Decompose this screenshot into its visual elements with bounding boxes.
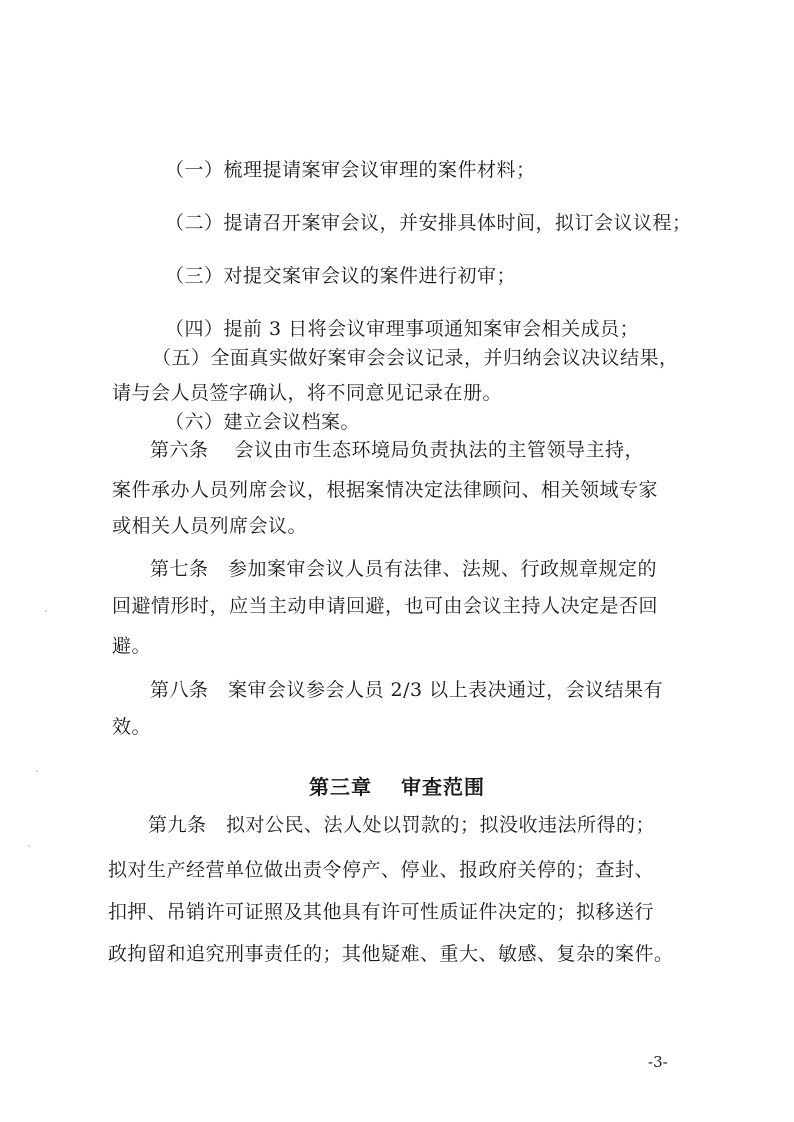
scan-speck xyxy=(45,610,47,612)
article-8-line-2: 效。 xyxy=(112,716,152,738)
article-7-line-1: 第七条 参加案审会议人员有法律、法规、行政规章规定的 xyxy=(150,558,658,580)
scan-speck xyxy=(36,770,38,772)
article-8-line-1: 第八条 案审会议参会人员 2/3 以上表决通过，会议结果有 xyxy=(150,679,664,701)
list-item-6: （六）建立会议档案。 xyxy=(165,411,361,433)
page-number: -3- xyxy=(648,1053,668,1071)
scan-speck xyxy=(28,845,30,847)
article-9-line-3: 扣押、吊销许可证照及其他具有许可性质证件决定的；拟移送行 xyxy=(108,901,655,923)
article-6-line-2: 案件承办人员列席会议，根据案情决定法律顾问、相关领域专家 xyxy=(112,479,659,501)
list-item-2: （二）提请召开案审会议，并安排具体时间，拟订会议议程； xyxy=(165,212,692,234)
list-item-3: （三）对提交案审会议的案件进行初审； xyxy=(165,265,517,287)
article-9-line-2: 拟对生产经营单位做出责令停产、停业、报政府关停的；查封、 xyxy=(108,859,655,881)
article-9-line-1: 第九条 拟对公民、法人处以罚款的；拟没收违法所得的； xyxy=(148,814,656,836)
article-7-line-2: 回避情形时，应当主动申请回避，也可由会议主持人决定是否回 xyxy=(112,595,659,617)
article-7-line-3: 避。 xyxy=(112,635,152,657)
article-6-line-1: 第六条 会议由市生态环境局负责执法的主管领导主持， xyxy=(150,439,645,461)
list-item-5: （五）全面真实做好案审会会议记录，并归纳会议决议结果， xyxy=(152,347,679,369)
article-9-line-4: 政拘留和追究刑事责任的；其他疑难、重大、敏感、复杂的案件。 xyxy=(108,943,674,965)
list-item-4: （四）提前 3 日将会议审理事项通知案审会相关成员； xyxy=(165,318,640,340)
list-item-1: （一）梳理提请案审会议审理的案件材料； xyxy=(165,159,536,181)
list-item-5-continued: 请与会人员签字确认，将不同意见记录在册。 xyxy=(112,382,503,404)
chapter-heading: 第三章 审查范围 xyxy=(309,775,485,799)
article-6-line-3: 或相关人员列席会议。 xyxy=(112,515,308,537)
